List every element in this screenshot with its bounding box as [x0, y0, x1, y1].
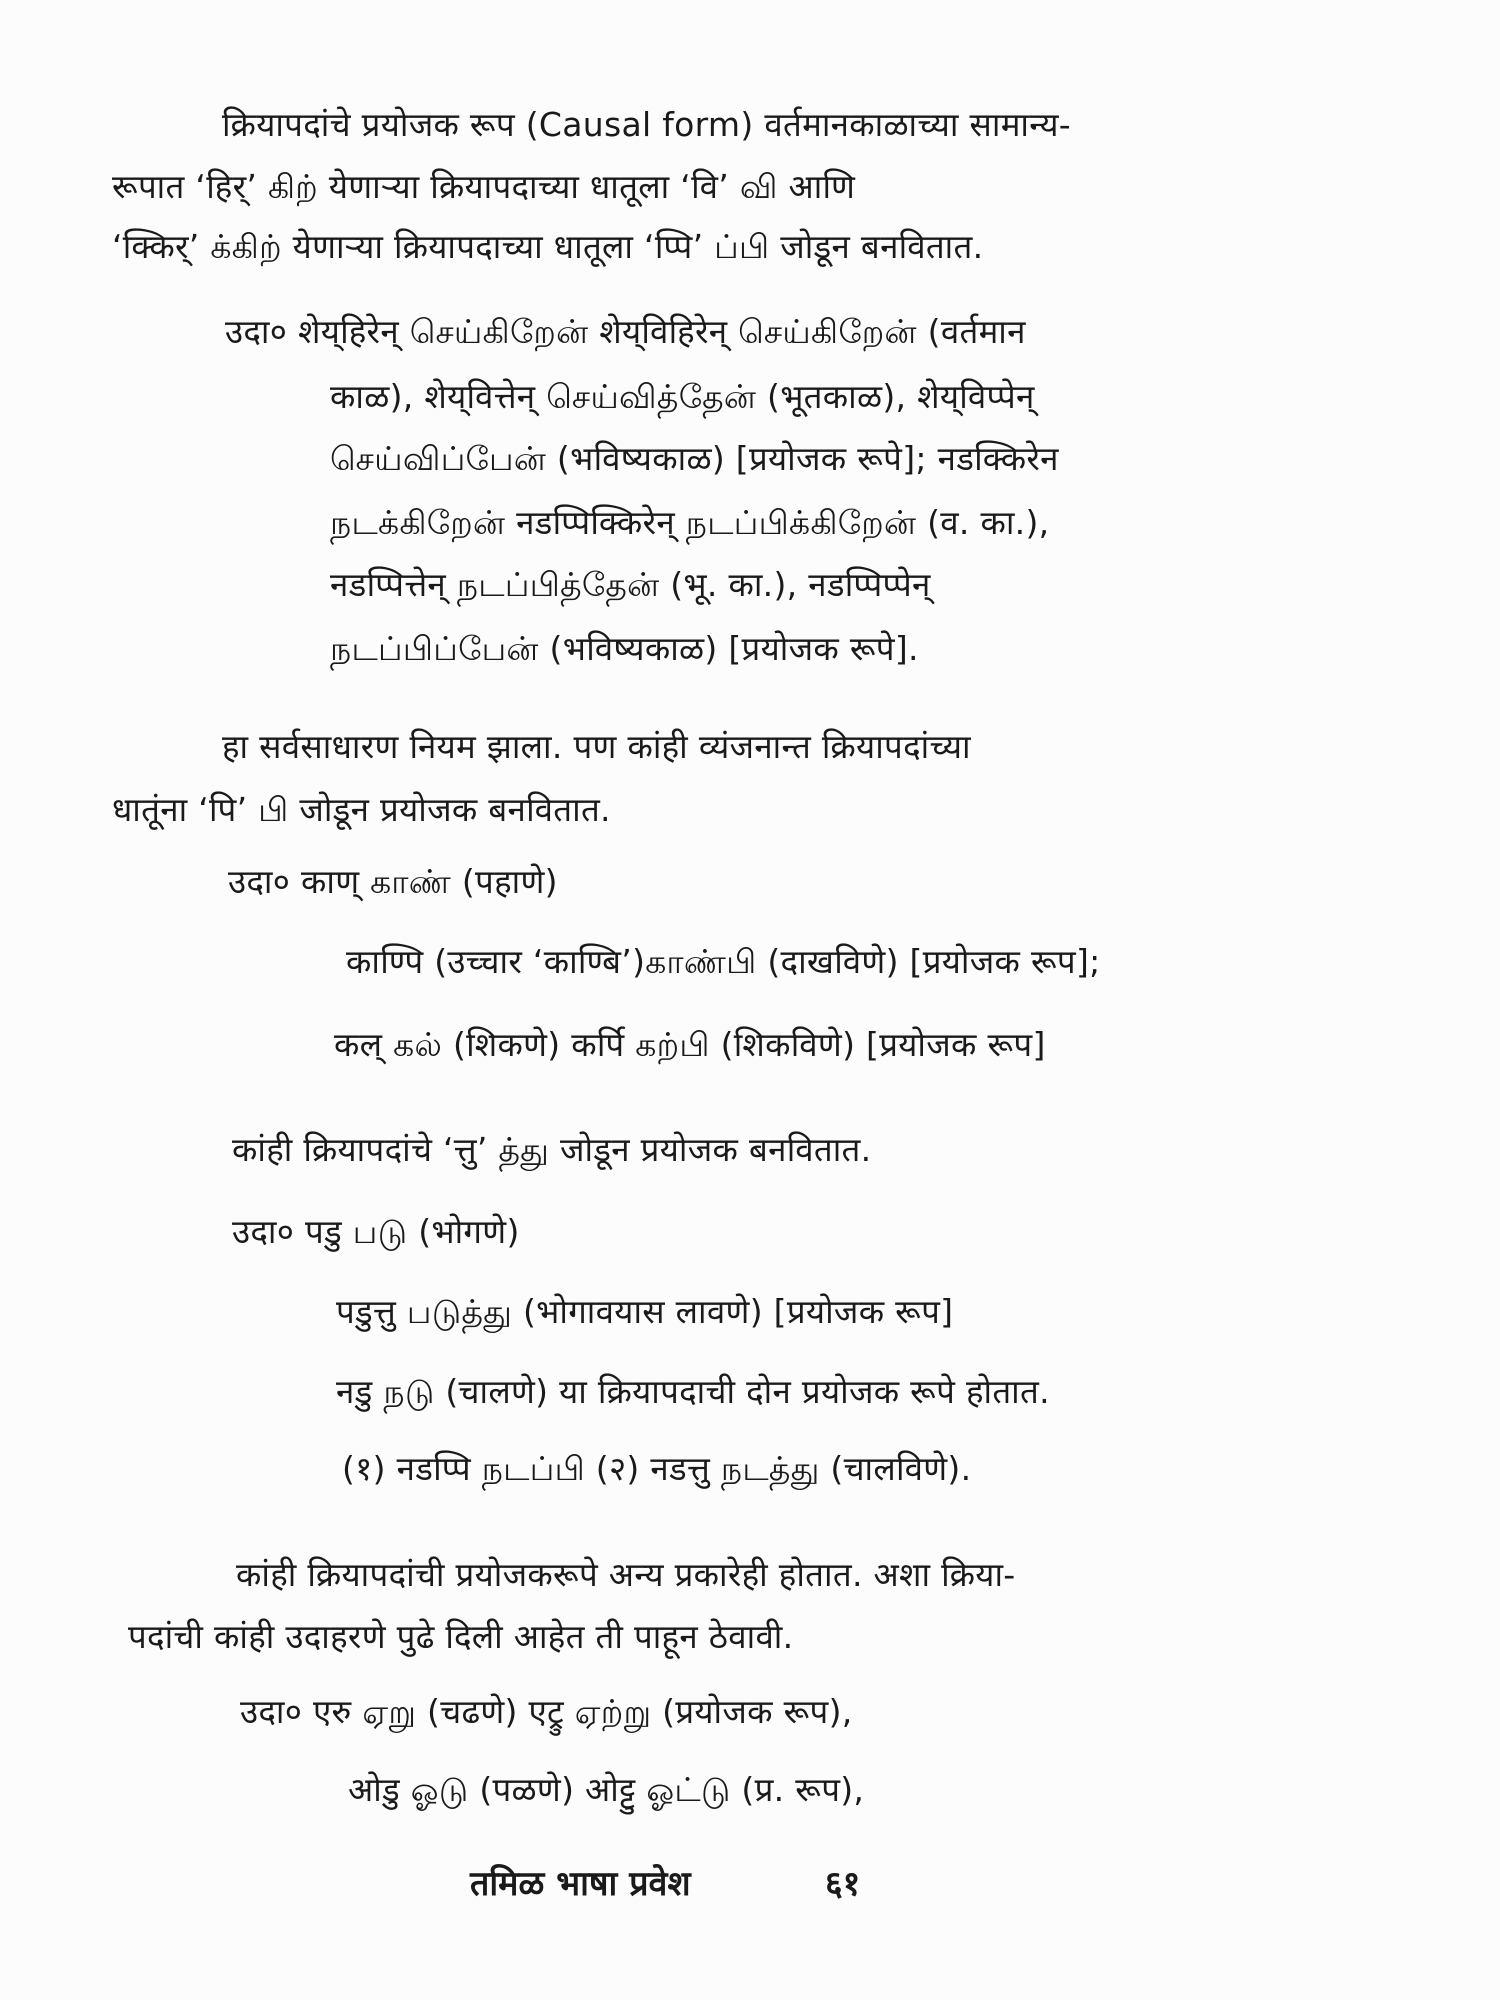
- text-line: उदा० पडु படு (भोगणे): [232, 1212, 520, 1251]
- text-line: (१) नडप्पि நடப்பி (२) नडत्तु நடத்து (चालविणे).: [342, 1449, 972, 1488]
- text-line: पडुत्तु படுத்து (भोगावयास लावणे) [प्रयोजक रूप]: [336, 1292, 954, 1331]
- text-line: उदा० एरु ஏறு (चढणे) एट्रु ஏற்று (प्रयोजक रूप),: [240, 1692, 853, 1731]
- page-number: ६१: [825, 1864, 861, 1904]
- text-line: पदांची कांही उदाहरणे पुढे दिली आहेत ती पाहून ठेवावी.: [128, 1617, 794, 1656]
- text-line: रूपात ‘हिर्’ கிற் येणाऱ्या क्रियापदाच्या धातूला ‘वि’ வி आणि: [112, 167, 856, 206]
- text-line: ओडु ஓடு (पळणे) ओट्टु ஓட்டு (प्र. रूप),: [348, 1770, 865, 1809]
- text-line: काळ), शेय्‌वित्तेन् செய்வித்தேன் (भूतकाळ), शेय्‌विप्पेन्: [330, 377, 1035, 416]
- text-line: नडु நடு (चालणे) या क्रियापदाची दोन प्रयोजक रूपे होतात.: [336, 1372, 1050, 1411]
- text-line: செய்விப்பேன் (भविष्यकाळ) [प्रयोजक रूपे]; नडक्किरेन: [330, 439, 1059, 478]
- text-line: நடக்கிறேன் नडप्पिक्किरेन् நடப்பிக்கிறேன் (व. का.),: [330, 503, 1050, 542]
- text-line: नडप्पित्तेन् நடப்பித்தேன் (भू. का.), नडप्पिप्पेन्: [330, 565, 931, 604]
- text-line: कांही क्रियापदांचे ‘त्तु’ த்து जोडून प्रयोजक बनवितात.: [232, 1130, 872, 1169]
- text-line: धातूंना ‘पि’ பி जोडून प्रयोजक बनवितात.: [112, 790, 611, 829]
- text-line: हा सर्वसाधारण नियम झाला. पण कांही व्यंजनान्त क्रियापदांच्या: [222, 727, 971, 766]
- footer-title: तमिळ भाषा प्रवेश: [470, 1864, 691, 1904]
- text-line: कांही क्रियापदांची प्रयोजकरूपे अन्य प्रकारेही होतात. अशा क्रिया-: [236, 1555, 1016, 1594]
- text-line: कल् கல் (शिकणे) कर्पि கற்பி (शिकविणे) [प्रयोजक रूप]: [334, 1025, 1046, 1064]
- text-line: उदा० काण् காண் (पहाणे): [228, 862, 558, 901]
- text-line: நடப்பிப்பேன் (भविष्यकाळ) [प्रयोजक रूपे].: [330, 629, 919, 668]
- text-line: उदा० शेय्‌हिरेन् செய்கிறேன் शेय्‌विहिरेन् செய்கிறேன் (वर्तमान: [225, 312, 1026, 351]
- text-line: क्रियापदांचे प्रयोजक रूप (Causal form) वर्तमानकाळाच्या सामान्य-: [222, 105, 1071, 144]
- text-line: काण्पि (उच्चार ‘काण्बि’)காண்பி (दाखविणे) [प्रयोजक रूप];: [346, 942, 1101, 981]
- text-line: ‘क्किर्’ க்கிற் येणाऱ्या क्रियापदाच्या धातूला ‘प्पि’ ப்பி जोडून बनवितात.: [112, 227, 984, 266]
